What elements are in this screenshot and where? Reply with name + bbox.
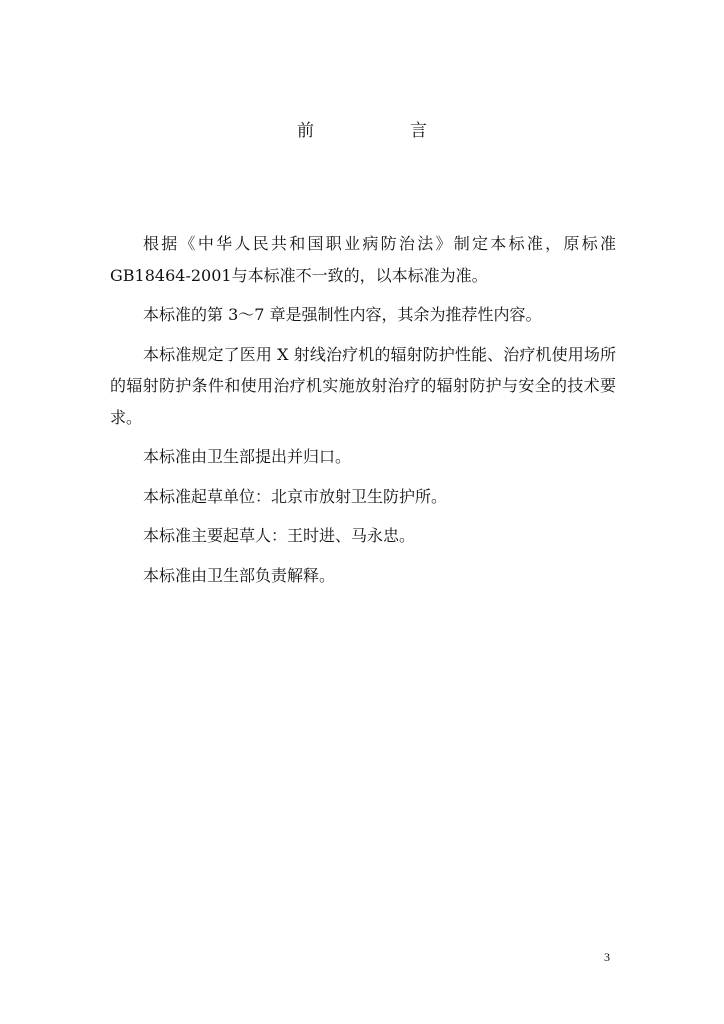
title-char-right: 言 [410,121,427,141]
page-title [0,116,724,141]
foreword-body [110,228,616,599]
title-char-left: 前 [297,121,314,141]
page-number: 3 [604,950,610,964]
paragraph: 本标准规定了医用 X 射线治疗机的辐射防护性能、治疗机使用场所的辐射防护条件和使用治疗机实施放射治疗的辐射防护与安全的技术要求。 [110,344,616,427]
paragraph: 本标准由卫生部负责解释。 [143,565,336,585]
paragraph: 本标准起草单位：北京市放射卫生防护所。 [143,486,448,506]
paragraph: 本标准由卫生部提出并归口。 [143,447,352,466]
paragraph: 根据《中华人民共和国职业病防治法》制定本标准，原标准GB18464-2001与本标准不一致的，以本标准为准。 [110,234,616,285]
paragraph: 本标准主要起草人：王时进、马永忠。 [143,526,416,545]
paragraph: 本标准的第 3～7 章是强制性内容，其余为推荐性内容。 [143,305,542,324]
